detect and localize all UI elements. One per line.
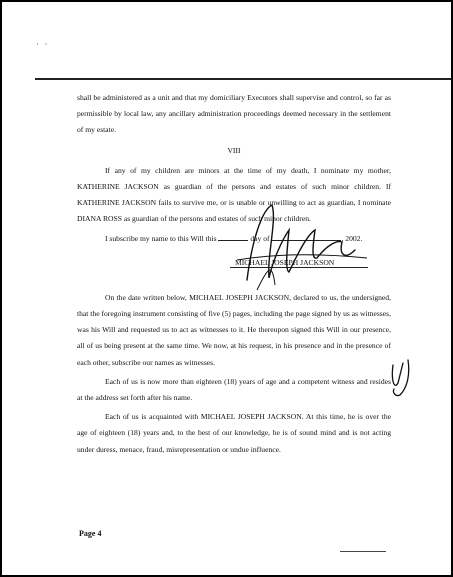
witness-paragraph-1: On the date written below, MICHAEL JOSEPH JACKSON, declared to us, the undersigned, that the foregoing instrument consisting of five (5) pages, including the page signed by us as witnesses, was his Will and requested us to act as witnesses to it. He thereupon signed this Will in our presence, all of us being present at the same time. We now, at his request, in his presence and in the presence of each other, subscribe our names as witnesses. — [77, 292, 391, 367]
witness-paragraph-3: Each of us is acquainted with MICHAEL JOSEPH JACKSON. At this time, he is over the age of eighteen (18) years and, to the best of our knowledge, he is of sound mind and is not acting under duress, menace, fraud, misrepresentation or undue influence. — [77, 412, 391, 454]
guardian-paragraph: If any of my children are minors at the time of my death, I nominate my mother, KATHERINE JACKSON as guardian of the persons and estates of such minor children. If KATHERINE JACKSON fails to survive me, or is unable or unwilling to act as guardian, I nominate DIANA ROSS as guardian of the persons and estates of such minor children. — [77, 165, 391, 224]
scan-specks: · · — [36, 40, 50, 49]
signatory-name: MICHAEL JOSEPH JACKSON — [235, 258, 335, 267]
handwritten-signature — [227, 200, 377, 295]
year-text: , 2002. — [341, 233, 363, 243]
top-rule — [35, 78, 451, 80]
witness-paragraph-2: Each of us is now more than eighteen (18) years of age and a competent witness and resides at the address set forth after his name. — [77, 376, 391, 403]
page-number: Page 4 — [79, 529, 102, 538]
bottom-rule — [340, 551, 386, 552]
section-heading: VIII — [227, 145, 241, 155]
handwritten-initials — [388, 355, 418, 400]
subscribe-prefix: I subscribe my name to this Will this — [105, 233, 217, 243]
day-of-label: day of — [250, 233, 270, 243]
estate-paragraph: shall be administered as a unit and that my domiciliary Executors shall supervise and control, so far as permissible by local law, any ancillary administration proceedings deemed necessary in the settlement of my estate. — [77, 93, 391, 135]
